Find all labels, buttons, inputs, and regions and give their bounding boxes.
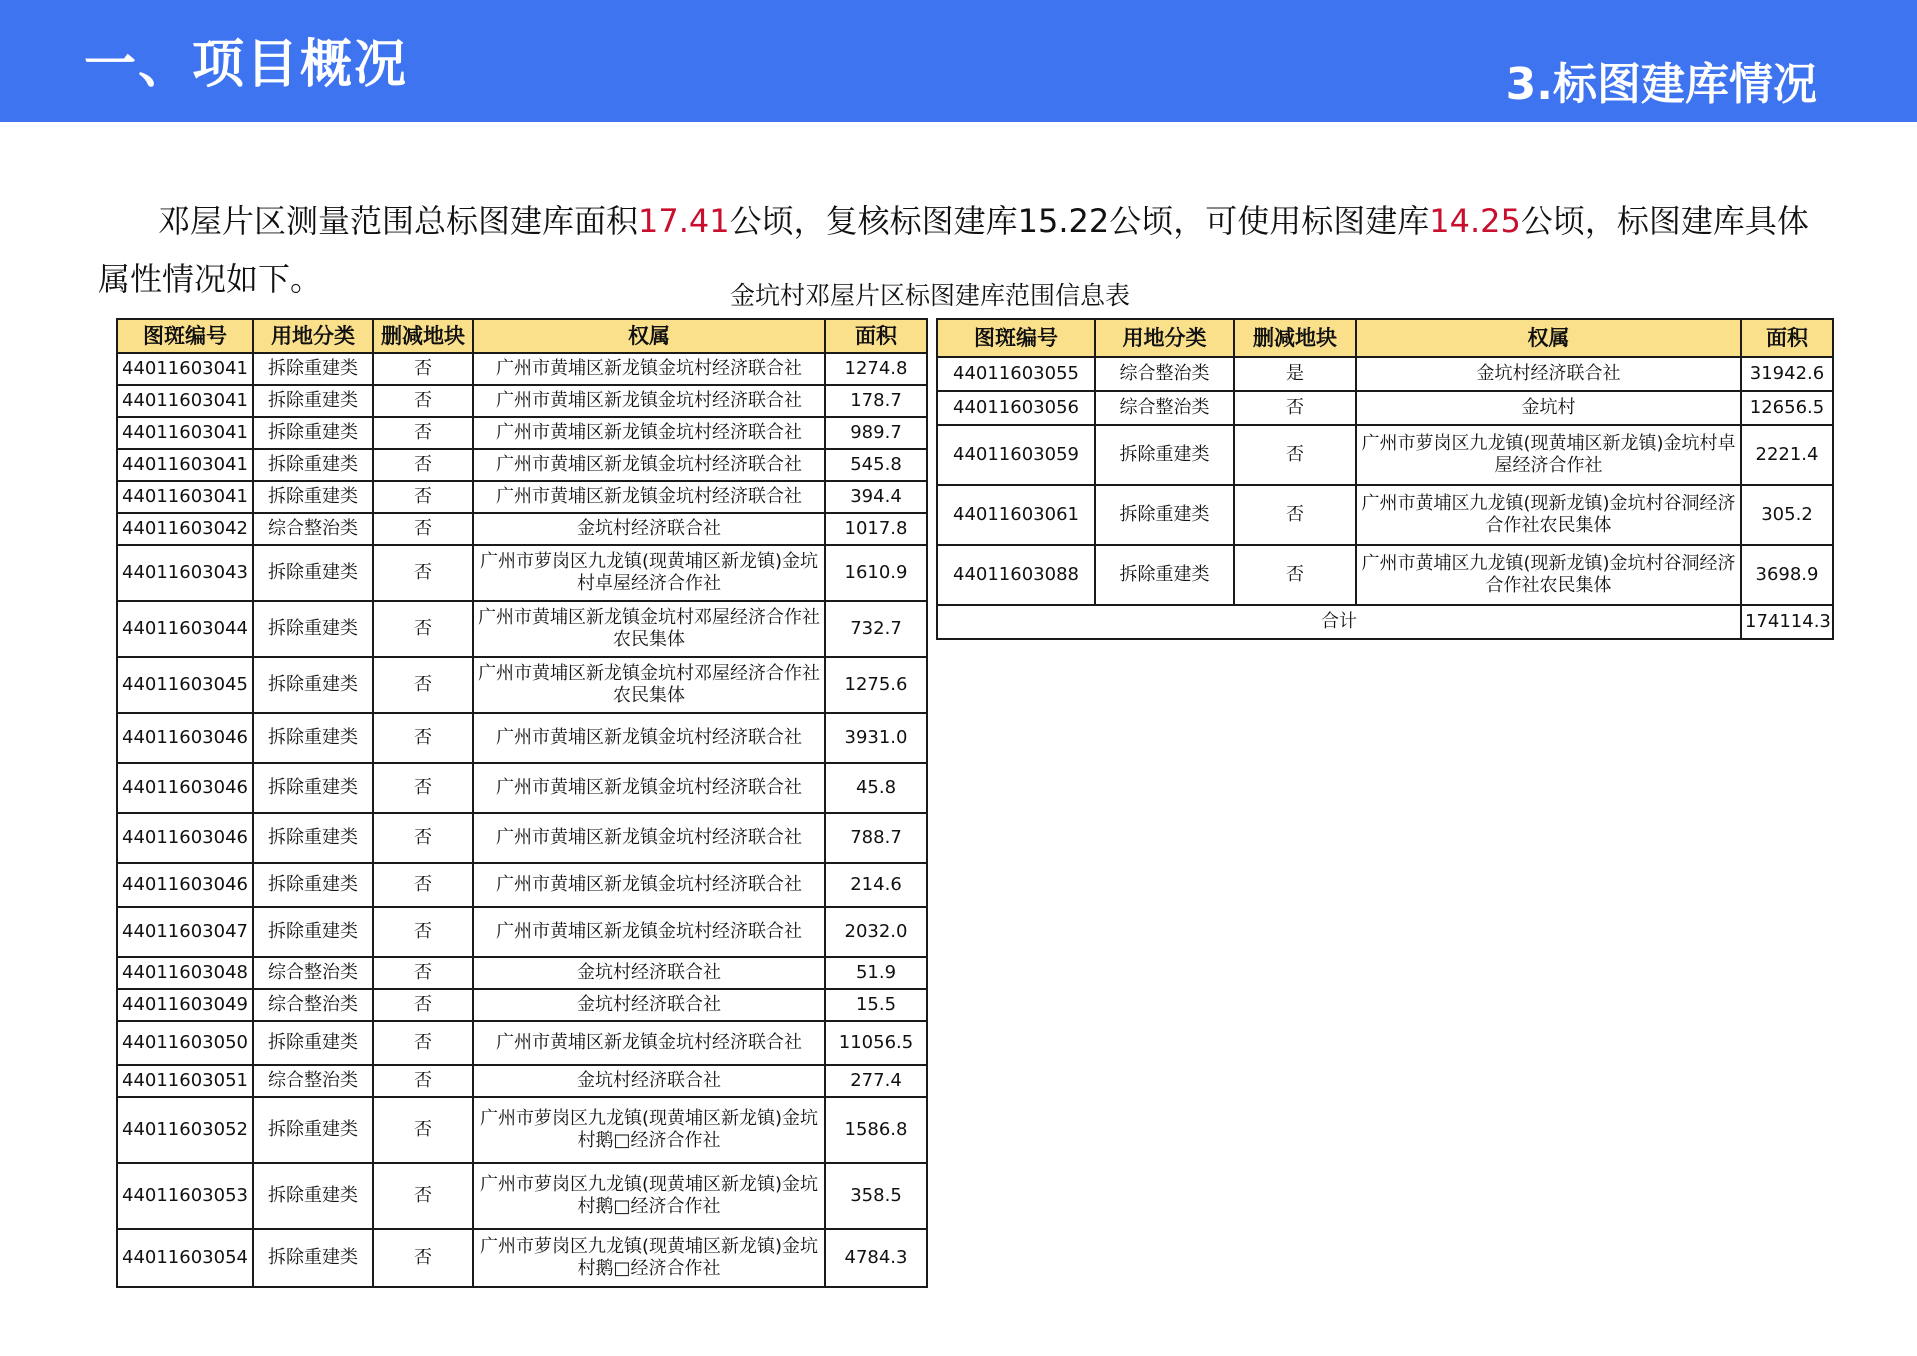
cell-area: 788.7 — [825, 813, 927, 863]
cell-deleted: 否 — [1234, 485, 1356, 545]
cell-deleted: 否 — [1234, 391, 1356, 425]
cell-area: 15.5 — [825, 989, 927, 1021]
cell-area: 2221.4 — [1741, 425, 1833, 485]
cell-owner: 广州市萝岗区九龙镇(现黄埔区新龙镇)金坑村卓屋经济合作社 — [1356, 425, 1741, 485]
table-row — [117, 713, 927, 763]
cell-type: 综合整治类 — [253, 957, 373, 989]
cell-deleted: 否 — [373, 763, 473, 813]
cell-deleted: 否 — [1234, 545, 1356, 605]
cell-type: 拆除重建类 — [253, 481, 373, 513]
col-header-deleted: 删减地块 — [373, 319, 473, 353]
cell-id: 44011603041 — [117, 481, 253, 513]
cell-area: 277.4 — [825, 1065, 927, 1097]
cell-type: 拆除重建类 — [253, 763, 373, 813]
cell-deleted: 否 — [373, 1097, 473, 1163]
cell-owner: 金坑村经济联合社 — [473, 513, 825, 545]
table-row — [117, 957, 927, 989]
cell-deleted: 否 — [373, 1229, 473, 1287]
cell-area: 545.8 — [825, 449, 927, 481]
table-row — [117, 481, 927, 513]
cell-id: 44011603046 — [117, 813, 253, 863]
cell-id: 44011603042 — [117, 513, 253, 545]
cell-owner: 金坑村经济联合社 — [1356, 357, 1741, 391]
cell-area: 732.7 — [825, 601, 927, 657]
section-title: 一、项目概况 — [84, 35, 409, 95]
cell-owner: 广州市黄埔区九龙镇(现新龙镇)金坑村谷洞经济合作社农民集体 — [1356, 545, 1741, 605]
cell-deleted: 否 — [373, 863, 473, 907]
cell-type: 拆除重建类 — [253, 417, 373, 449]
cell-area: 4784.3 — [825, 1229, 927, 1287]
cell-area: 214.6 — [825, 863, 927, 907]
cell-area: 1017.8 — [825, 513, 927, 545]
cell-owner: 广州市黄埔区新龙镇金坑村邓屋经济合作社农民集体 — [473, 657, 825, 713]
cell-type: 综合整治类 — [253, 989, 373, 1021]
cell-type: 综合整治类 — [1095, 357, 1234, 391]
cell-type: 拆除重建类 — [253, 1021, 373, 1065]
cell-deleted: 否 — [373, 481, 473, 513]
sub-title: 3.标图建库情况 — [1505, 59, 1817, 110]
left-header-row — [117, 319, 927, 353]
cell-owner: 广州市萝岗区九龙镇(现黄埔区新龙镇)金坑村卓屋经济合作社 — [473, 545, 825, 601]
cell-type: 拆除重建类 — [253, 713, 373, 763]
cell-id: 44011603088 — [937, 545, 1095, 605]
cell-type: 拆除重建类 — [253, 545, 373, 601]
cell-area: 178.7 — [825, 385, 927, 417]
left-table — [116, 318, 928, 1288]
table-row — [117, 1229, 927, 1287]
col-header-owner: 权属 — [473, 319, 825, 353]
cell-id: 44011603043 — [117, 545, 253, 601]
cell-owner: 广州市黄埔区新龙镇金坑村经济联合社 — [473, 763, 825, 813]
table-row — [117, 813, 927, 863]
cell-deleted: 否 — [373, 601, 473, 657]
cell-owner: 金坑村 — [1356, 391, 1741, 425]
table-row — [117, 417, 927, 449]
total-area: 174114.3 — [1741, 605, 1833, 639]
cell-area: 394.4 — [825, 481, 927, 513]
cell-area: 1275.6 — [825, 657, 927, 713]
cell-id: 44011603046 — [117, 863, 253, 907]
cell-type: 拆除重建类 — [1095, 545, 1234, 605]
cell-type: 拆除重建类 — [253, 601, 373, 657]
table-row — [117, 1021, 927, 1065]
cell-owner: 广州市黄埔区新龙镇金坑村经济联合社 — [473, 481, 825, 513]
intro-text-2: 公顷，复核标图建库15.22公顷，可使用标图建库 — [729, 202, 1430, 240]
cell-owner: 广州市黄埔区新龙镇金坑村经济联合社 — [473, 385, 825, 417]
cell-owner: 广州市萝岗区九龙镇(现黄埔区新龙镇)金坑村鹅□经济合作社 — [473, 1097, 825, 1163]
col-header-type: 用地分类 — [1095, 319, 1234, 357]
cell-owner: 广州市黄埔区新龙镇金坑村经济联合社 — [473, 449, 825, 481]
cell-deleted: 否 — [373, 385, 473, 417]
cell-deleted: 否 — [373, 1021, 473, 1065]
cell-deleted: 否 — [373, 713, 473, 763]
col-header-id: 图斑编号 — [937, 319, 1095, 357]
cell-id: 44011603046 — [117, 713, 253, 763]
cell-id: 44011603050 — [117, 1021, 253, 1065]
cell-deleted: 否 — [373, 907, 473, 957]
table-row — [117, 449, 927, 481]
cell-id: 44011603056 — [937, 391, 1095, 425]
cell-type: 拆除重建类 — [253, 353, 373, 385]
cell-type: 综合整治类 — [253, 1065, 373, 1097]
cell-deleted: 否 — [373, 545, 473, 601]
intro-highlight-usable: 14.25 — [1429, 202, 1521, 240]
cell-type: 拆除重建类 — [253, 1229, 373, 1287]
cell-id: 44011603041 — [117, 385, 253, 417]
col-header-area: 面积 — [825, 319, 927, 353]
cell-id: 44011603053 — [117, 1163, 253, 1229]
right-header-row — [937, 319, 1833, 357]
cell-area: 2032.0 — [825, 907, 927, 957]
table-row — [117, 1097, 927, 1163]
cell-owner: 广州市黄埔区新龙镇金坑村经济联合社 — [473, 353, 825, 385]
cell-deleted: 否 — [373, 813, 473, 863]
cell-owner: 广州市黄埔区九龙镇(现新龙镇)金坑村谷洞经济合作社农民集体 — [1356, 485, 1741, 545]
cell-id: 44011603047 — [117, 907, 253, 957]
cell-area: 45.8 — [825, 763, 927, 813]
cell-deleted: 否 — [373, 417, 473, 449]
cell-id: 44011603048 — [117, 957, 253, 989]
cell-deleted: 否 — [373, 1065, 473, 1097]
cell-id: 44011603054 — [117, 1229, 253, 1287]
cell-owner: 金坑村经济联合社 — [473, 1065, 825, 1097]
cell-deleted: 否 — [373, 513, 473, 545]
cell-area: 3931.0 — [825, 713, 927, 763]
col-header-owner: 权属 — [1356, 319, 1741, 357]
cell-owner: 广州市黄埔区新龙镇金坑村经济联合社 — [473, 813, 825, 863]
cell-owner: 广州市萝岗区九龙镇(现黄埔区新龙镇)金坑村鹅□经济合作社 — [473, 1163, 825, 1229]
table-row — [117, 353, 927, 385]
col-header-deleted: 删减地块 — [1234, 319, 1356, 357]
cell-type: 拆除重建类 — [253, 657, 373, 713]
right-table-body — [937, 357, 1833, 605]
cell-id: 44011603061 — [937, 485, 1095, 545]
cell-type: 拆除重建类 — [1095, 425, 1234, 485]
cell-deleted: 否 — [373, 1163, 473, 1229]
cell-id: 44011603044 — [117, 601, 253, 657]
cell-deleted: 否 — [373, 657, 473, 713]
cell-id: 44011603041 — [117, 353, 253, 385]
cell-owner: 广州市黄埔区新龙镇金坑村经济联合社 — [473, 907, 825, 957]
table-title: 金坑村邓屋片区标图建库范围信息表 — [729, 281, 1130, 310]
table-row — [117, 513, 927, 545]
cell-area: 1610.9 — [825, 545, 927, 601]
table-row — [117, 545, 927, 601]
cell-area: 358.5 — [825, 1163, 927, 1229]
cell-id: 44011603041 — [117, 449, 253, 481]
cell-area: 1586.8 — [825, 1097, 927, 1163]
table-row — [117, 385, 927, 417]
table-row — [117, 1163, 927, 1229]
cell-deleted: 否 — [1234, 425, 1356, 485]
cell-type: 综合整治类 — [253, 513, 373, 545]
total-label: 合计 — [937, 605, 1741, 639]
cell-deleted: 是 — [1234, 357, 1356, 391]
cell-type: 拆除重建类 — [253, 907, 373, 957]
cell-deleted: 否 — [373, 957, 473, 989]
table-row — [117, 601, 927, 657]
table-row — [937, 545, 1833, 605]
cell-id: 44011603045 — [117, 657, 253, 713]
intro-text-1: 邓屋片区测量范围总标图建库面积 — [158, 202, 639, 240]
cell-deleted: 否 — [373, 989, 473, 1021]
cell-type: 拆除重建类 — [253, 385, 373, 417]
intro-text-3: 公顷，标图建库具体属性情况如下。 — [98, 202, 1809, 298]
col-header-id: 图斑编号 — [117, 319, 253, 353]
table-row — [117, 863, 927, 907]
cell-id: 44011603052 — [117, 1097, 253, 1163]
table-row — [117, 1065, 927, 1097]
left-table-body — [117, 353, 927, 1287]
cell-type: 拆除重建类 — [253, 813, 373, 863]
table-row — [117, 907, 927, 957]
cell-type: 拆除重建类 — [253, 863, 373, 907]
cell-area: 11056.5 — [825, 1021, 927, 1065]
table-row — [937, 391, 1833, 425]
right-table — [936, 318, 1834, 640]
cell-area: 989.7 — [825, 417, 927, 449]
cell-id: 44011603041 — [117, 417, 253, 449]
table-row — [117, 763, 927, 813]
cell-owner: 广州市黄埔区新龙镇金坑村经济联合社 — [473, 417, 825, 449]
cell-owner: 金坑村经济联合社 — [473, 957, 825, 989]
table-row — [937, 357, 1833, 391]
cell-deleted: 否 — [373, 353, 473, 385]
cell-id: 44011603059 — [937, 425, 1095, 485]
cell-owner: 广州市萝岗区九龙镇(现黄埔区新龙镇)金坑村鹅□经济合作社 — [473, 1229, 825, 1287]
table-row — [937, 485, 1833, 545]
cell-id: 44011603046 — [117, 763, 253, 813]
col-header-area: 面积 — [1741, 319, 1833, 357]
cell-deleted: 否 — [373, 449, 473, 481]
cell-owner: 金坑村经济联合社 — [473, 989, 825, 1021]
cell-type: 拆除重建类 — [253, 1097, 373, 1163]
table-row — [117, 657, 927, 713]
cell-owner: 广州市黄埔区新龙镇金坑村经济联合社 — [473, 863, 825, 907]
cell-type: 拆除重建类 — [1095, 485, 1234, 545]
intro-highlight-total: 17.41 — [638, 202, 730, 240]
cell-area: 305.2 — [1741, 485, 1833, 545]
cell-owner: 广州市黄埔区新龙镇金坑村经济联合社 — [473, 713, 825, 763]
total-row — [937, 605, 1833, 639]
cell-id: 44011603049 — [117, 989, 253, 1021]
cell-area: 51.9 — [825, 957, 927, 989]
cell-type: 拆除重建类 — [253, 1163, 373, 1229]
cell-area: 1274.8 — [825, 353, 927, 385]
cell-id: 44011603055 — [937, 357, 1095, 391]
cell-owner: 广州市黄埔区新龙镇金坑村经济联合社 — [473, 1021, 825, 1065]
cell-id: 44011603051 — [117, 1065, 253, 1097]
cell-area: 12656.5 — [1741, 391, 1833, 425]
cell-area: 31942.6 — [1741, 357, 1833, 391]
table-row — [937, 425, 1833, 485]
col-header-type: 用地分类 — [253, 319, 373, 353]
cell-owner: 广州市黄埔区新龙镇金坑村邓屋经济合作社农民集体 — [473, 601, 825, 657]
cell-type: 拆除重建类 — [253, 449, 373, 481]
cell-area: 3698.9 — [1741, 545, 1833, 605]
table-row — [117, 989, 927, 1021]
cell-type: 综合整治类 — [1095, 391, 1234, 425]
